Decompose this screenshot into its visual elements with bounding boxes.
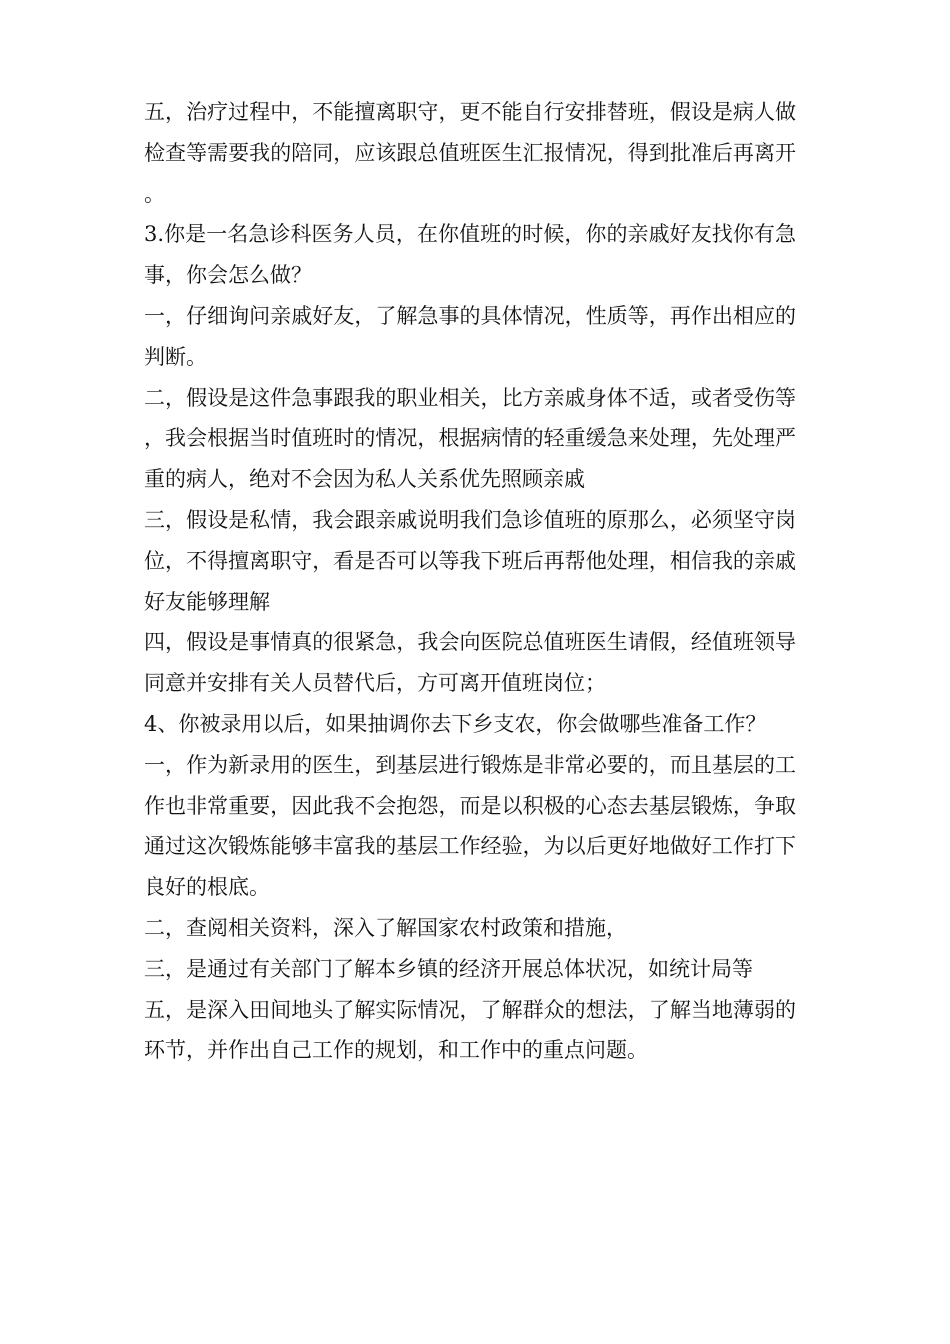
answer-3-point-4: 四，假设是事情真的很紧急，我会向医院总值班医生请假，经值班领导同意并安排有关人员替代后，方可离开值班岗位； bbox=[144, 630, 796, 696]
answer-4-point-1: 一，作为新录用的医生，到基层进行锻炼是非常必要的，而且基层的工作也非常重要，因此我不会抱怨，而是以积极的心态去基层锻炼，争取通过这次锻炼能够丰富我的基层工作经验，为以后更好地做好工作打下良好的根底。 bbox=[144, 752, 796, 900]
answer-3-point-1: 一，仔细询问亲戚好友，了解急事的具体情况，性质等，再作出相应的判断。 bbox=[144, 303, 796, 369]
answer-3-point-3: 三，假设是私情，我会跟亲戚说明我们急诊值班的原那么，必须坚守岗位，不得擅离职守，看是否可以等我下班后再帮他处理，相信我的亲戚好友能够理解 bbox=[144, 507, 796, 614]
answer-4-point-5: 五，是深入田间地头了解实际情况，了解群众的想法，了解当地薄弱的环节，并作出自己工作的规划，和工作中的重点问题。 bbox=[144, 997, 796, 1063]
paragraph-item-5-handling: 五，治疗过程中，不能擅离职守，更不能自行安排替班，假设是病人做检查等需要我的陪同，应该跟总值班医生汇报情况，得到批准后再离开。 bbox=[144, 100, 796, 206]
answer-4-point-2: 二，查阅相关资料，深入了解国家农村政策和措施， bbox=[144, 915, 627, 940]
answer-4-point-3: 三，是通过有关部门了解本乡镇的经济开展总体状况，如统计局等 bbox=[144, 956, 753, 981]
question-4: 4、你被录用以后，如果抽调你去下乡支农，你会做哪些准备工作？ bbox=[144, 711, 767, 736]
answer-3-point-2: 二，假设是这件急事跟我的职业相关，比方亲戚身体不适，或者受伤等，我会根据当时值班时的情况，根据病情的轻重缓急来处理，先处理严重的病人，绝对不会因为私人关系优先照顾亲戚 bbox=[144, 385, 796, 492]
document-body bbox=[144, 92, 796, 1071]
question-3: 3.你是一名急诊科医务人员，在你值班的时候，你的亲戚好友找你有急事，你会怎么做？ bbox=[144, 222, 796, 288]
